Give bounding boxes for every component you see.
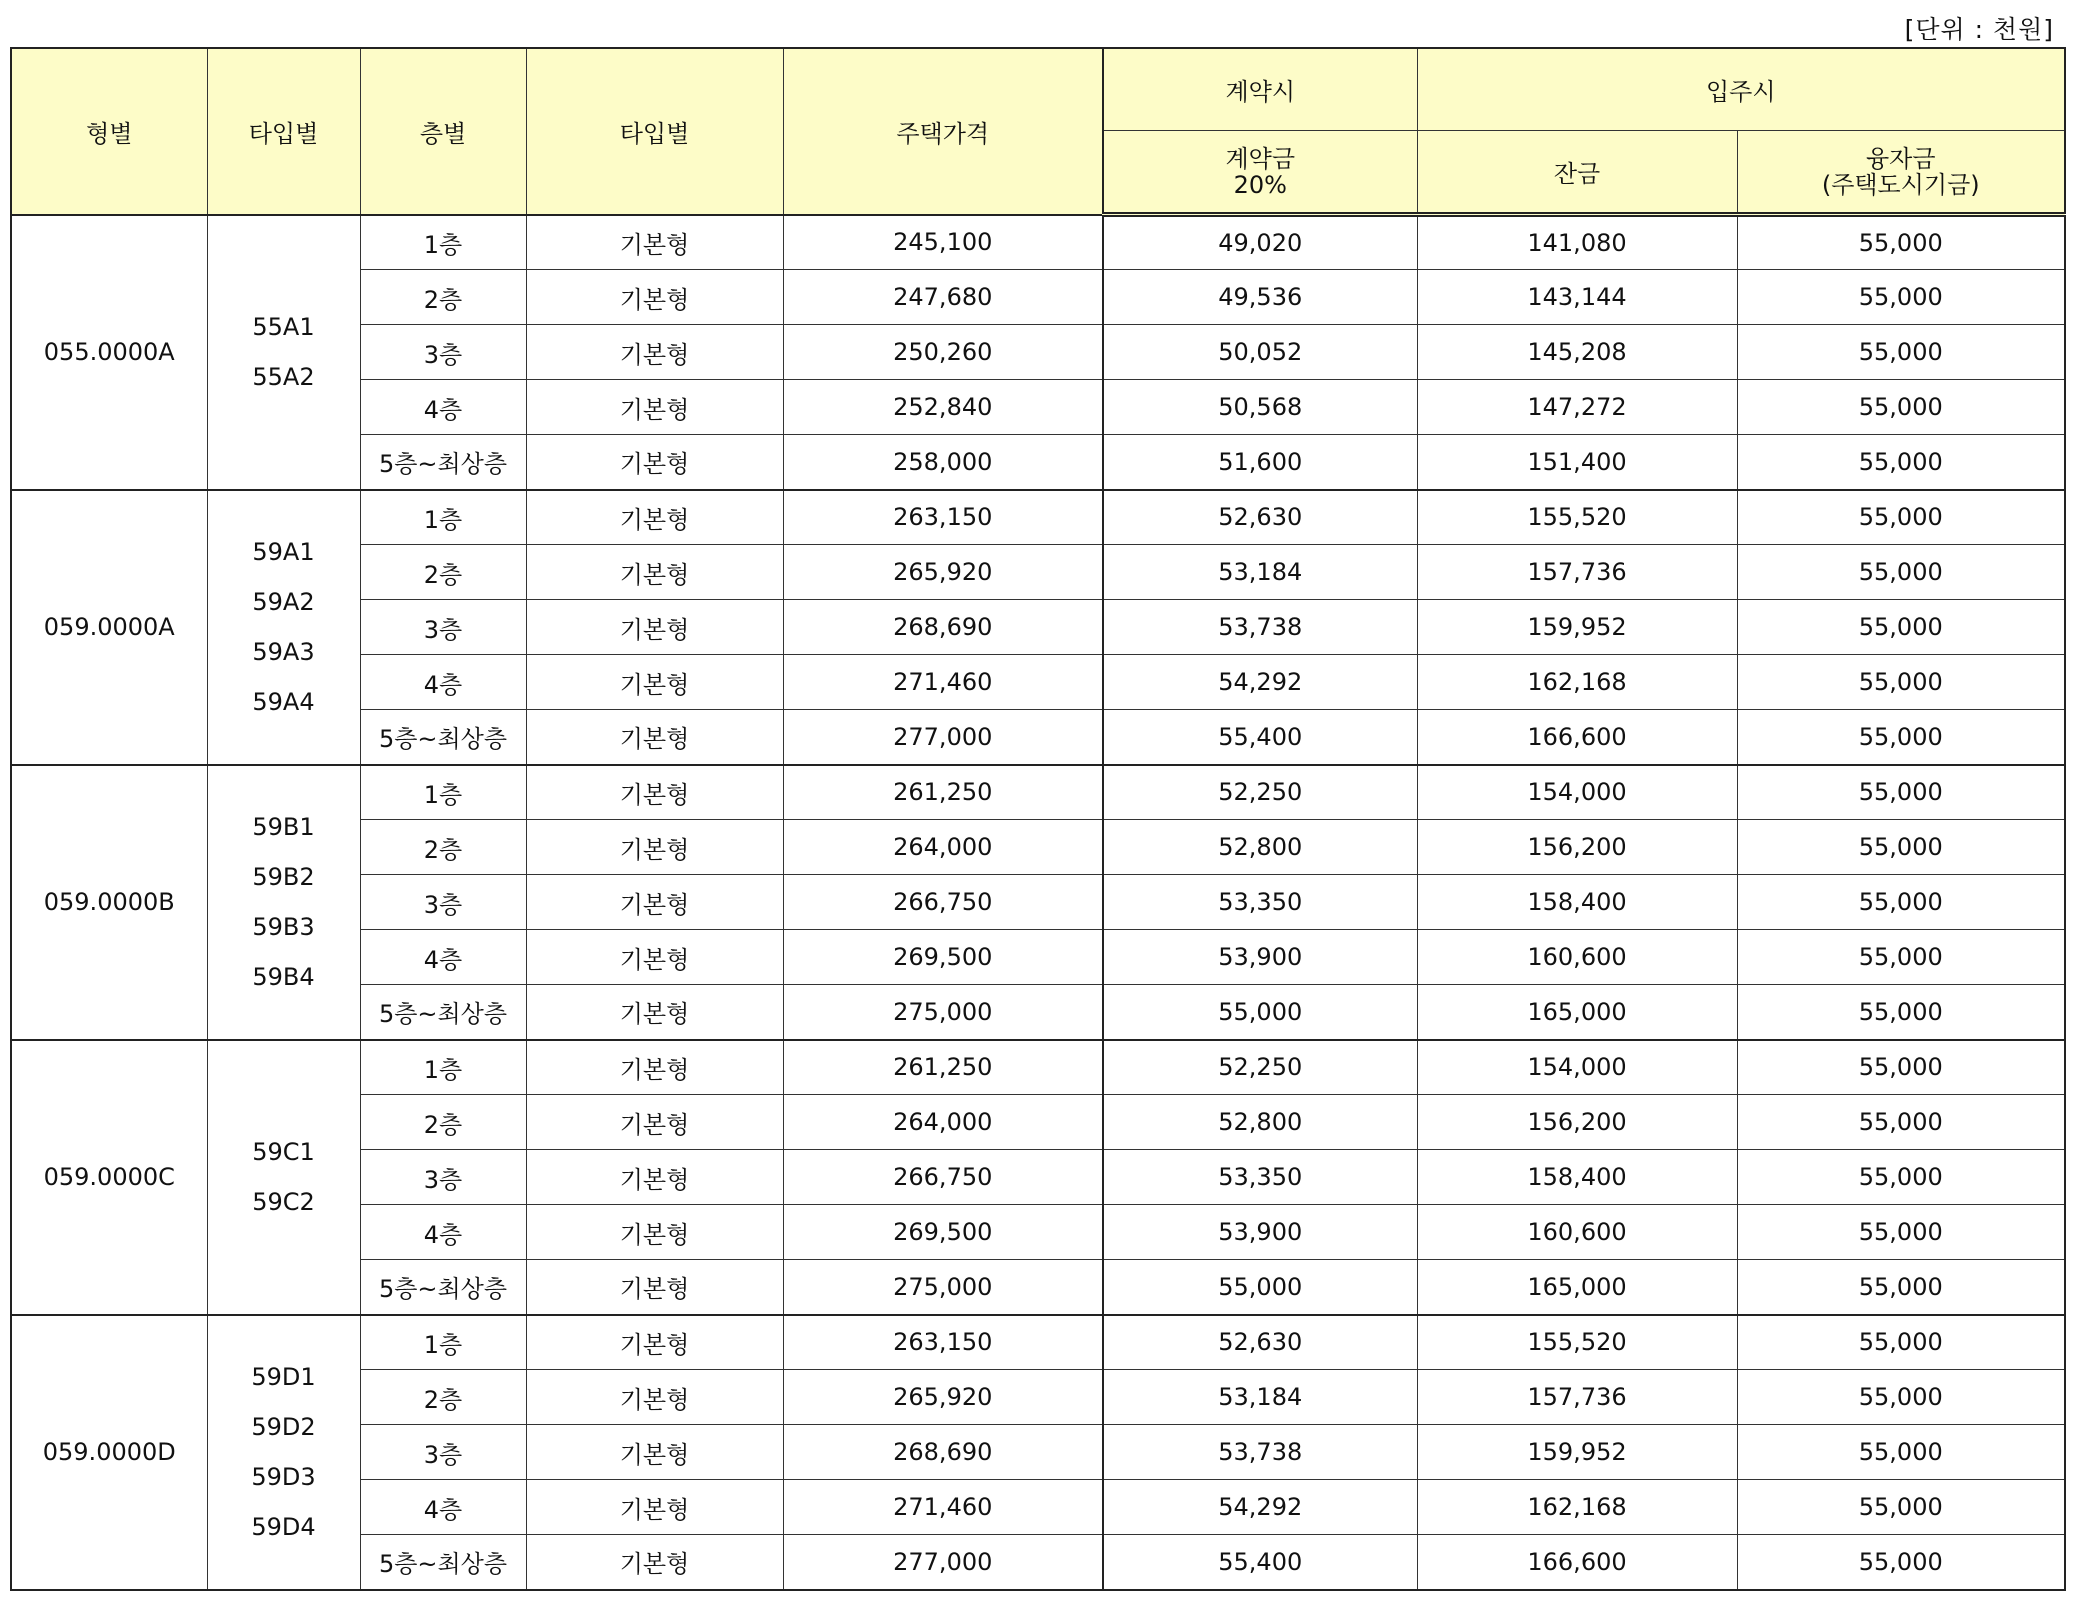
model-cell: 기본형 xyxy=(526,1205,783,1260)
subtype-label: 55A2 xyxy=(252,363,315,391)
loan-cell: 55,000 xyxy=(1737,1150,2065,1205)
deposit-cell: 53,738 xyxy=(1103,1425,1417,1480)
balance-cell: 162,168 xyxy=(1417,1480,1737,1535)
loan-cell: 55,000 xyxy=(1737,1480,2065,1535)
loan-cell: 55,000 xyxy=(1737,1370,2065,1425)
price-cell: 265,920 xyxy=(783,545,1103,600)
price-cell: 261,250 xyxy=(783,765,1103,820)
header-balance: 잔금 xyxy=(1417,131,1737,215)
model-cell: 기본형 xyxy=(526,1260,783,1315)
deposit-cell: 53,350 xyxy=(1103,1150,1417,1205)
floor-cell: 5층~최상층 xyxy=(360,710,526,765)
header-price: 주택가격 xyxy=(783,48,1103,215)
floor-cell: 2층 xyxy=(360,270,526,325)
floor-cell: 2층 xyxy=(360,545,526,600)
model-cell: 기본형 xyxy=(526,985,783,1040)
price-cell: 268,690 xyxy=(783,1425,1103,1480)
deposit-cell: 53,900 xyxy=(1103,1205,1417,1260)
model-cell: 기본형 xyxy=(526,1315,783,1370)
deposit-cell: 55,400 xyxy=(1103,1535,1417,1590)
header-type-model: 타입별 xyxy=(526,48,783,215)
balance-cell: 157,736 xyxy=(1417,545,1737,600)
balance-cell: 166,600 xyxy=(1417,1535,1737,1590)
loan-cell: 55,000 xyxy=(1737,765,2065,820)
deposit-cell: 50,052 xyxy=(1103,325,1417,380)
floor-cell: 5층~최상층 xyxy=(360,985,526,1040)
loan-cell: 55,000 xyxy=(1737,1260,2065,1315)
price-cell: 264,000 xyxy=(783,820,1103,875)
header-loan-line1: 융자금 xyxy=(1865,144,1936,173)
model-cell: 기본형 xyxy=(526,820,783,875)
floor-cell: 4층 xyxy=(360,655,526,710)
subtype-cell xyxy=(207,1040,360,1315)
loan-cell: 55,000 xyxy=(1737,435,2065,490)
balance-cell: 158,400 xyxy=(1417,875,1737,930)
loan-cell: 55,000 xyxy=(1737,985,2065,1040)
floor-cell: 5층~최상층 xyxy=(360,1260,526,1315)
model-cell: 기본형 xyxy=(526,710,783,765)
type-group-cell: 059.0000D xyxy=(11,1315,207,1590)
subtype-label: 59D3 xyxy=(251,1463,316,1491)
subtype-cell xyxy=(207,765,360,1040)
deposit-cell: 50,568 xyxy=(1103,380,1417,435)
balance-cell: 151,400 xyxy=(1417,435,1737,490)
model-cell: 기본형 xyxy=(526,600,783,655)
deposit-cell: 55,400 xyxy=(1103,710,1417,765)
model-cell: 기본형 xyxy=(526,325,783,380)
price-cell: 252,840 xyxy=(783,380,1103,435)
subtype-label: 59A2 xyxy=(252,588,315,616)
floor-cell: 3층 xyxy=(360,600,526,655)
model-cell: 기본형 xyxy=(526,1535,783,1590)
model-cell: 기본형 xyxy=(526,1425,783,1480)
model-cell: 기본형 xyxy=(526,1480,783,1535)
table-header xyxy=(11,48,2065,215)
price-cell: 245,100 xyxy=(783,215,1103,270)
header-movein-group: 입주시 xyxy=(1417,48,2065,131)
price-cell: 263,150 xyxy=(783,490,1103,545)
subtype-label: 59B2 xyxy=(252,863,315,891)
model-cell: 기본형 xyxy=(526,215,783,270)
deposit-cell: 49,020 xyxy=(1103,215,1417,270)
header-loan-line2: (주택도시기금) xyxy=(1821,170,1980,199)
table-row xyxy=(11,490,2065,545)
balance-cell: 159,952 xyxy=(1417,600,1737,655)
deposit-cell: 51,600 xyxy=(1103,435,1417,490)
type-group-cell: 059.0000A xyxy=(11,490,207,765)
table-row xyxy=(11,1040,2065,1095)
floor-cell: 1층 xyxy=(360,1315,526,1370)
loan-cell: 55,000 xyxy=(1737,1095,2065,1150)
model-cell: 기본형 xyxy=(526,1370,783,1425)
balance-cell: 145,208 xyxy=(1417,325,1737,380)
header-deposit-line1: 계약금 xyxy=(1225,144,1296,173)
subtype-label: 59C2 xyxy=(252,1188,315,1216)
price-cell: 250,260 xyxy=(783,325,1103,380)
subtype-label: 59B3 xyxy=(252,913,315,941)
unit-note: [단위 : 천원] xyxy=(1904,15,2054,44)
price-cell: 269,500 xyxy=(783,1205,1103,1260)
deposit-cell: 53,738 xyxy=(1103,600,1417,655)
balance-cell: 160,600 xyxy=(1417,1205,1737,1260)
balance-cell: 158,400 xyxy=(1417,1150,1737,1205)
price-cell: 263,150 xyxy=(783,1315,1103,1370)
price-cell: 275,000 xyxy=(783,1260,1103,1315)
balance-cell: 159,952 xyxy=(1417,1425,1737,1480)
floor-cell: 3층 xyxy=(360,325,526,380)
price-cell: 269,500 xyxy=(783,930,1103,985)
subtype-label: 59D1 xyxy=(251,1363,316,1391)
deposit-cell: 53,350 xyxy=(1103,875,1417,930)
table-row xyxy=(11,765,2065,820)
balance-cell: 156,200 xyxy=(1417,820,1737,875)
loan-cell: 55,000 xyxy=(1737,1425,2065,1480)
balance-cell: 166,600 xyxy=(1417,710,1737,765)
header-floor: 층별 xyxy=(360,48,526,215)
price-cell: 277,000 xyxy=(783,710,1103,765)
model-cell: 기본형 xyxy=(526,1095,783,1150)
price-cell: 277,000 xyxy=(783,1535,1103,1590)
price-cell: 264,000 xyxy=(783,1095,1103,1150)
floor-cell: 2층 xyxy=(360,820,526,875)
header-contract-group: 계약시 xyxy=(1103,48,1417,131)
loan-cell: 55,000 xyxy=(1737,380,2065,435)
model-cell: 기본형 xyxy=(526,655,783,710)
deposit-cell: 53,900 xyxy=(1103,930,1417,985)
subtype-label: 59D4 xyxy=(251,1513,316,1541)
floor-cell: 3층 xyxy=(360,875,526,930)
balance-cell: 141,080 xyxy=(1417,215,1737,270)
subtype-cell xyxy=(207,1315,360,1590)
floor-cell: 5층~최상층 xyxy=(360,1535,526,1590)
floor-cell: 4층 xyxy=(360,930,526,985)
type-group-cell: 059.0000C xyxy=(11,1040,207,1315)
subtype-label: 59A4 xyxy=(252,688,315,716)
price-cell: 265,920 xyxy=(783,1370,1103,1425)
deposit-cell: 54,292 xyxy=(1103,1480,1417,1535)
balance-cell: 143,144 xyxy=(1417,270,1737,325)
floor-cell: 2층 xyxy=(360,1095,526,1150)
balance-cell: 162,168 xyxy=(1417,655,1737,710)
loan-cell: 55,000 xyxy=(1737,1535,2065,1590)
price-cell: 247,680 xyxy=(783,270,1103,325)
subtype-cell xyxy=(207,215,360,490)
floor-cell: 4층 xyxy=(360,1205,526,1260)
balance-cell: 155,520 xyxy=(1417,1315,1737,1370)
table-row xyxy=(11,215,2065,270)
loan-cell: 55,000 xyxy=(1737,930,2065,985)
loan-cell: 55,000 xyxy=(1737,820,2065,875)
balance-cell: 155,520 xyxy=(1417,490,1737,545)
floor-cell: 5층~최상층 xyxy=(360,435,526,490)
header-loan xyxy=(1737,131,2065,215)
model-cell: 기본형 xyxy=(526,765,783,820)
deposit-cell: 52,800 xyxy=(1103,1095,1417,1150)
floor-cell: 1층 xyxy=(360,1040,526,1095)
floor-cell: 4층 xyxy=(360,380,526,435)
price-cell: 271,460 xyxy=(783,1480,1103,1535)
subtype-label: 55A1 xyxy=(252,313,315,341)
loan-cell: 55,000 xyxy=(1737,490,2065,545)
deposit-cell: 52,630 xyxy=(1103,490,1417,545)
balance-cell: 154,000 xyxy=(1417,765,1737,820)
model-cell: 기본형 xyxy=(526,875,783,930)
subtype-label: 59B1 xyxy=(252,813,315,841)
deposit-cell: 54,292 xyxy=(1103,655,1417,710)
model-cell: 기본형 xyxy=(526,435,783,490)
deposit-cell: 49,536 xyxy=(1103,270,1417,325)
deposit-cell: 52,250 xyxy=(1103,765,1417,820)
price-cell: 275,000 xyxy=(783,985,1103,1040)
loan-cell: 55,000 xyxy=(1737,325,2065,380)
floor-cell: 3층 xyxy=(360,1425,526,1480)
deposit-cell: 55,000 xyxy=(1103,985,1417,1040)
model-cell: 기본형 xyxy=(526,490,783,545)
balance-cell: 154,000 xyxy=(1417,1040,1737,1095)
table-body xyxy=(11,215,2065,1590)
loan-cell: 55,000 xyxy=(1737,710,2065,765)
balance-cell: 165,000 xyxy=(1417,1260,1737,1315)
balance-cell: 156,200 xyxy=(1417,1095,1737,1150)
subtype-label: 59A1 xyxy=(252,538,315,566)
deposit-cell: 53,184 xyxy=(1103,1370,1417,1425)
model-cell: 기본형 xyxy=(526,1150,783,1205)
price-cell: 266,750 xyxy=(783,1150,1103,1205)
deposit-cell: 52,630 xyxy=(1103,1315,1417,1370)
model-cell: 기본형 xyxy=(526,270,783,325)
loan-cell: 55,000 xyxy=(1737,1040,2065,1095)
header-deposit-line2: 20% xyxy=(1233,170,1287,199)
type-group-cell: 059.0000B xyxy=(11,765,207,1040)
floor-cell: 3층 xyxy=(360,1150,526,1205)
loan-cell: 55,000 xyxy=(1737,215,2065,270)
model-cell: 기본형 xyxy=(526,380,783,435)
table-row xyxy=(11,1315,2065,1370)
loan-cell: 55,000 xyxy=(1737,545,2065,600)
loan-cell: 55,000 xyxy=(1737,1315,2065,1370)
loan-cell: 55,000 xyxy=(1737,270,2065,325)
loan-cell: 55,000 xyxy=(1737,655,2065,710)
price-cell: 266,750 xyxy=(783,875,1103,930)
price-cell: 258,000 xyxy=(783,435,1103,490)
loan-cell: 55,000 xyxy=(1737,600,2065,655)
balance-cell: 160,600 xyxy=(1417,930,1737,985)
subtype-label: 59C1 xyxy=(252,1138,315,1166)
model-cell: 기본형 xyxy=(526,930,783,985)
deposit-cell: 52,800 xyxy=(1103,820,1417,875)
header-deposit xyxy=(1103,131,1417,215)
floor-cell: 2층 xyxy=(360,1370,526,1425)
model-cell: 기본형 xyxy=(526,545,783,600)
model-cell: 기본형 xyxy=(526,1040,783,1095)
balance-cell: 157,736 xyxy=(1417,1370,1737,1425)
balance-cell: 147,272 xyxy=(1417,380,1737,435)
header-type-group: 형별 xyxy=(11,48,207,215)
price-cell: 271,460 xyxy=(783,655,1103,710)
deposit-cell: 52,250 xyxy=(1103,1040,1417,1095)
subtype-label: 59A3 xyxy=(252,638,315,666)
price-cell: 268,690 xyxy=(783,600,1103,655)
subtype-label: 59D2 xyxy=(251,1413,316,1441)
type-group-cell: 055.0000A xyxy=(11,215,207,490)
floor-cell: 4층 xyxy=(360,1480,526,1535)
floor-cell: 1층 xyxy=(360,215,526,270)
deposit-cell: 55,000 xyxy=(1103,1260,1417,1315)
loan-cell: 55,000 xyxy=(1737,875,2065,930)
deposit-cell: 53,184 xyxy=(1103,545,1417,600)
price-table xyxy=(10,47,2066,1591)
floor-cell: 1층 xyxy=(360,490,526,545)
loan-cell: 55,000 xyxy=(1737,1205,2065,1260)
header-type-sub: 타입별 xyxy=(207,48,360,215)
price-cell: 261,250 xyxy=(783,1040,1103,1095)
subtype-cell xyxy=(207,490,360,765)
subtype-label: 59B4 xyxy=(252,963,315,991)
balance-cell: 165,000 xyxy=(1417,985,1737,1040)
floor-cell: 1층 xyxy=(360,765,526,820)
